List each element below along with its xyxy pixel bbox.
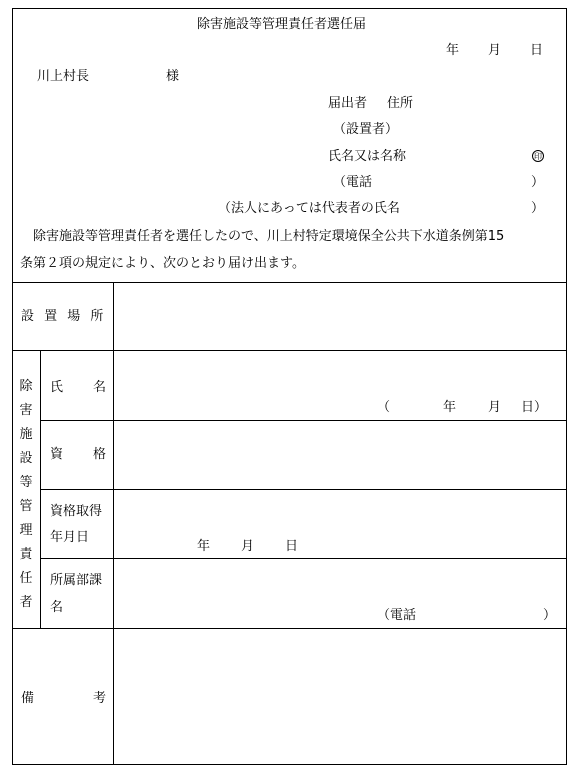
group-char: 除 bbox=[19, 379, 33, 394]
group-char: 設 bbox=[19, 451, 33, 466]
department-phone-close: ） bbox=[543, 608, 557, 623]
qual-date-day-label: 日 bbox=[285, 539, 299, 554]
qual-date-year-label: 年 bbox=[197, 539, 211, 554]
name-label-first: 氏 bbox=[50, 380, 64, 395]
label-column-divider bbox=[113, 282, 114, 765]
qual-date-month-label: 月 bbox=[241, 539, 255, 554]
group-char: 者 bbox=[19, 595, 33, 610]
group-char: 理 bbox=[19, 523, 33, 538]
department-phone-open: （電話 bbox=[377, 608, 417, 623]
remarks-label-second: 考 bbox=[93, 691, 107, 706]
location-label: 設 置 場 所 bbox=[21, 309, 107, 324]
manager-group-label bbox=[18, 380, 34, 620]
qual-date-label-line1: 資格取得 bbox=[50, 504, 103, 519]
row-divider-name bbox=[40, 420, 567, 421]
department-label-line2: 名 bbox=[50, 600, 64, 615]
group-char: 施 bbox=[19, 427, 33, 442]
date-year-label: 年 bbox=[446, 43, 460, 58]
birth-month-label: 月 bbox=[488, 400, 502, 415]
group-char: 等 bbox=[19, 475, 33, 490]
form-title: 除害施設等管理責任者選任届 bbox=[197, 17, 367, 32]
name-label-second: 名 bbox=[93, 380, 107, 395]
applicant-name-label: 氏名又は名称 bbox=[328, 149, 407, 164]
applicant-phone-close: ） bbox=[531, 175, 545, 190]
row-divider-qual-date bbox=[40, 558, 567, 559]
qualification-label-first: 資 bbox=[50, 447, 64, 462]
department-label-line1: 所属部課 bbox=[50, 573, 103, 588]
group-char: 管 bbox=[19, 499, 33, 514]
addressee-honorific: 様 bbox=[166, 69, 180, 84]
date-month-label: 月 bbox=[488, 43, 502, 58]
table-top-rule bbox=[12, 282, 567, 283]
remarks-label-first: 備 bbox=[21, 691, 35, 706]
statement-line-1: 除害施設等管理責任者を選任したので、川上村特定環境保全公共下水道条例第15 bbox=[20, 229, 505, 244]
applicant-rep-close: ） bbox=[531, 201, 545, 216]
birth-open: （ bbox=[377, 400, 391, 415]
group-char: 任 bbox=[19, 571, 33, 586]
row-divider-qualification bbox=[40, 489, 567, 490]
applicant-role: 届出者 bbox=[328, 96, 368, 111]
qualification-label-second: 格 bbox=[93, 447, 107, 462]
birth-year-label: 年 bbox=[443, 400, 457, 415]
applicant-phone-open: （電話 bbox=[333, 175, 373, 190]
birth-day-close: 日） bbox=[521, 400, 548, 415]
applicant-rep-note: （法人にあっては代表者の氏名 bbox=[218, 201, 400, 216]
group-char: 責 bbox=[19, 547, 33, 562]
date-day-label: 日 bbox=[530, 43, 544, 58]
row-divider-department bbox=[12, 628, 567, 629]
qual-date-label-line2: 年月日 bbox=[50, 530, 90, 545]
seal-mark-icon: 印 bbox=[534, 152, 542, 161]
applicant-address-label: 住所 bbox=[387, 96, 414, 111]
group-char: 害 bbox=[19, 403, 33, 418]
row-divider-location bbox=[12, 350, 567, 351]
addressee-name: 川上村長 bbox=[37, 69, 90, 84]
applicant-role-sub: （設置者） bbox=[333, 122, 399, 137]
statement-line-2: 条第２項の規定により、次のとおり届け出ます。 bbox=[20, 256, 305, 271]
